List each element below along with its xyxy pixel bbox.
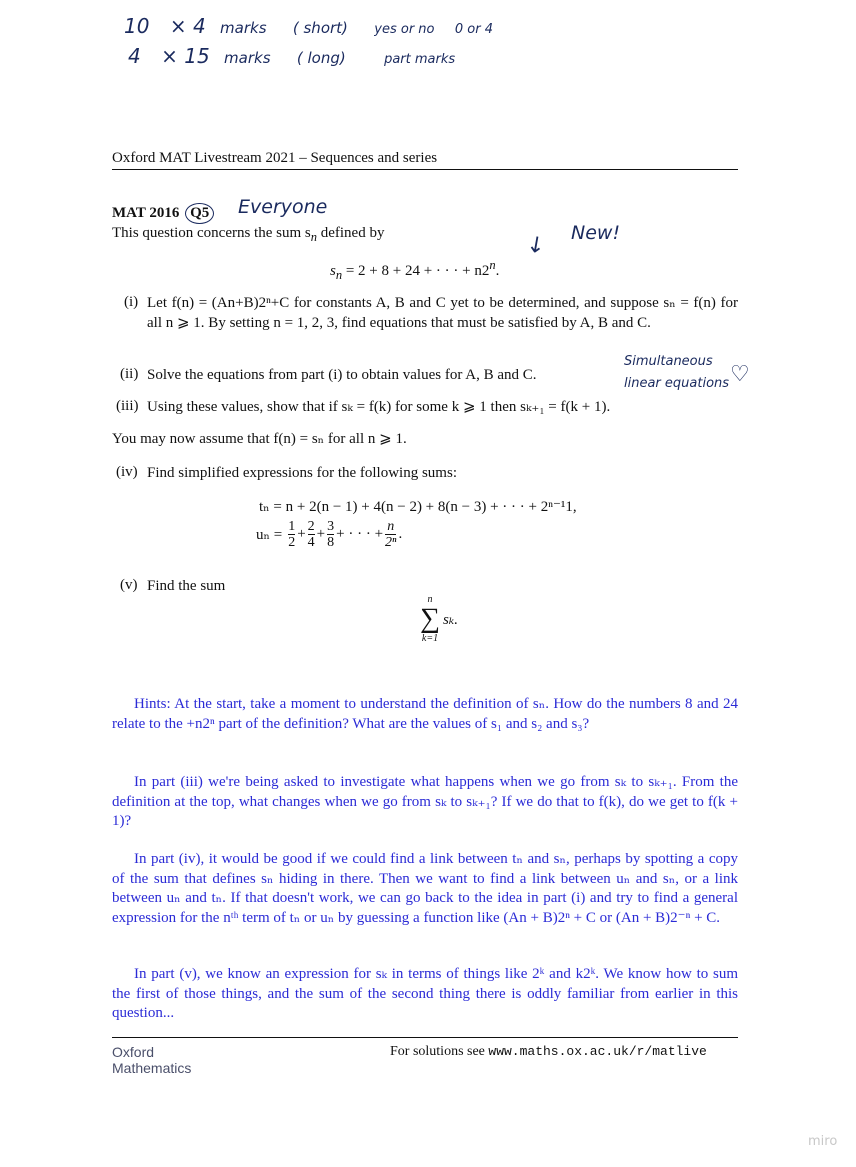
watermark: miro: [808, 1134, 838, 1149]
u-formula: uₙ = $\frac{1}{2}$ + $\frac{2}{4}$ + $\frac{3}{8}$ + · · · + $\frac{n}{\text{2ⁿ}}$ .: [256, 519, 403, 550]
main-formula: $s_n = 2 + 8 + 24$ + · · · + $n2^n$.: [330, 258, 500, 282]
part-ii-label: (ii): [120, 366, 139, 382]
u-lhs: uₙ =: [256, 527, 283, 543]
annotation-linear-equations: linear equations: [624, 376, 730, 391]
hint-paragraph-4: In part (v), we know an expression for sₖ in terms of things like 2ᵏ and k2ᵏ. We know how to sum the first of those things, and the sum of the second thing there is oddly familiar from earlier in this question...: [112, 966, 738, 1021]
question-intro: This question concerns the sum $s_n$ defined by: [112, 225, 385, 244]
sum-lower-limit: k=1: [421, 633, 439, 644]
sum-term: sₖ.: [442, 611, 459, 628]
footer-rule: [112, 1037, 738, 1038]
u-frac-3: $\frac{3}{8}$: [327, 519, 335, 550]
part-v-label: (v): [120, 577, 138, 593]
handwritten-notes: [124, 14, 544, 74]
u-frac-last: $\frac{n}{\text{2ⁿ}}$: [385, 519, 397, 550]
u-frac-1: $\frac{1}{2}$: [288, 519, 296, 550]
question-number-circled: Q5: [185, 203, 214, 224]
sigma-icon: ∑: [420, 603, 440, 634]
part-v-text: Find the sum: [147, 578, 226, 594]
handwritten-line-2: 4 × 15 marks ( long) part marks: [128, 44, 456, 68]
solutions-note: For solutions see www.maths.ox.ac.uk/r/matlive: [390, 1044, 707, 1059]
annotation-simultaneous: Simultaneous: [624, 354, 713, 369]
sum-expression: [420, 594, 458, 644]
annotation-everyone: Everyone: [238, 196, 328, 218]
part-ii-text: Solve the equations from part (i) to obtain values for A, B and C.: [147, 367, 537, 383]
part-iii-text: Using these values, show that if sₖ = f(k) for some k ⩾ 1 then sₖ₊₁ = f(k + 1).: [147, 399, 611, 415]
hint-paragraph-1: Hints: At the start, take a moment to understand the definition of sₙ. How do the numbers 8 and 24 relate to the +n2ⁿ part of the definition? What are the values of s₁ and s₂ and s₃?: [112, 696, 738, 732]
handwritten-line-1: 10 × 4 marks ( short) yes or no 0 or 4: [124, 14, 493, 38]
part-i-text: Let f(n) = (An+B)2ⁿ+C for constants A, B and C yet to be determined, and suppose sₙ = f(n) for all n ⩾ 1. By setting n = 1, 2, 3, find equations that must be satisfied by A, B and C.: [147, 295, 738, 331]
part-iv-label: (iv): [116, 464, 138, 480]
annotation-arrow-icon: ↙: [521, 228, 551, 261]
heart-icon: ♡: [730, 362, 750, 387]
question-heading: [112, 203, 214, 224]
annotation-new: New!: [571, 222, 621, 244]
part-iii-label: (iii): [116, 398, 139, 414]
u-frac-2: $\frac{2}{4}$: [307, 519, 315, 550]
oxford-mathematics-logo: Oxford Mathematics: [112, 1044, 192, 1076]
page-header-title: Oxford MAT Livestream 2021 – Sequences and series: [112, 150, 438, 166]
solutions-link[interactable]: www.maths.ox.ac.uk/r/matlive: [488, 1044, 707, 1059]
part-iv-text: Find simplified expressions for the following sums:: [147, 465, 457, 481]
header-rule: [112, 169, 738, 170]
sum-upper-limit: n: [427, 594, 433, 605]
assumption-text: You may now assume that f(n) = sₙ for all n ⩾ 1.: [112, 431, 407, 447]
hint-paragraph-2: In part (iii) we're being asked to investigate what happens when we go from sₖ to sₖ₊₁. From the definition at the top, what changes when we go from sₖ to sₖ₊₁? If we do that to f(k), do we get to f(k + 1)?: [112, 774, 738, 829]
t-formula: tₙ = n + 2(n − 1) + 4(n − 2) + 8(n − 3) + · · · + 2ⁿ⁻¹1,: [259, 499, 577, 515]
hint-paragraph-3: In part (iv), it would be good if we could find a link between tₙ and sₙ, perhaps by spotting a copy of the sum that defines sₙ hiding in there. Then we want to find a link between uₙ and sₙ, or a link between uₙ and tₙ. If that doesn't work, we can go back to the idea in part (i) and try to find a general expression for the nᵗʰ term of tₙ or uₙ by guessing a function like (An + B)2ⁿ + C or (An + B)2⁻ⁿ + C.: [112, 851, 738, 926]
part-i-label: (i): [124, 294, 139, 310]
question-source: MAT 2016: [112, 205, 180, 221]
